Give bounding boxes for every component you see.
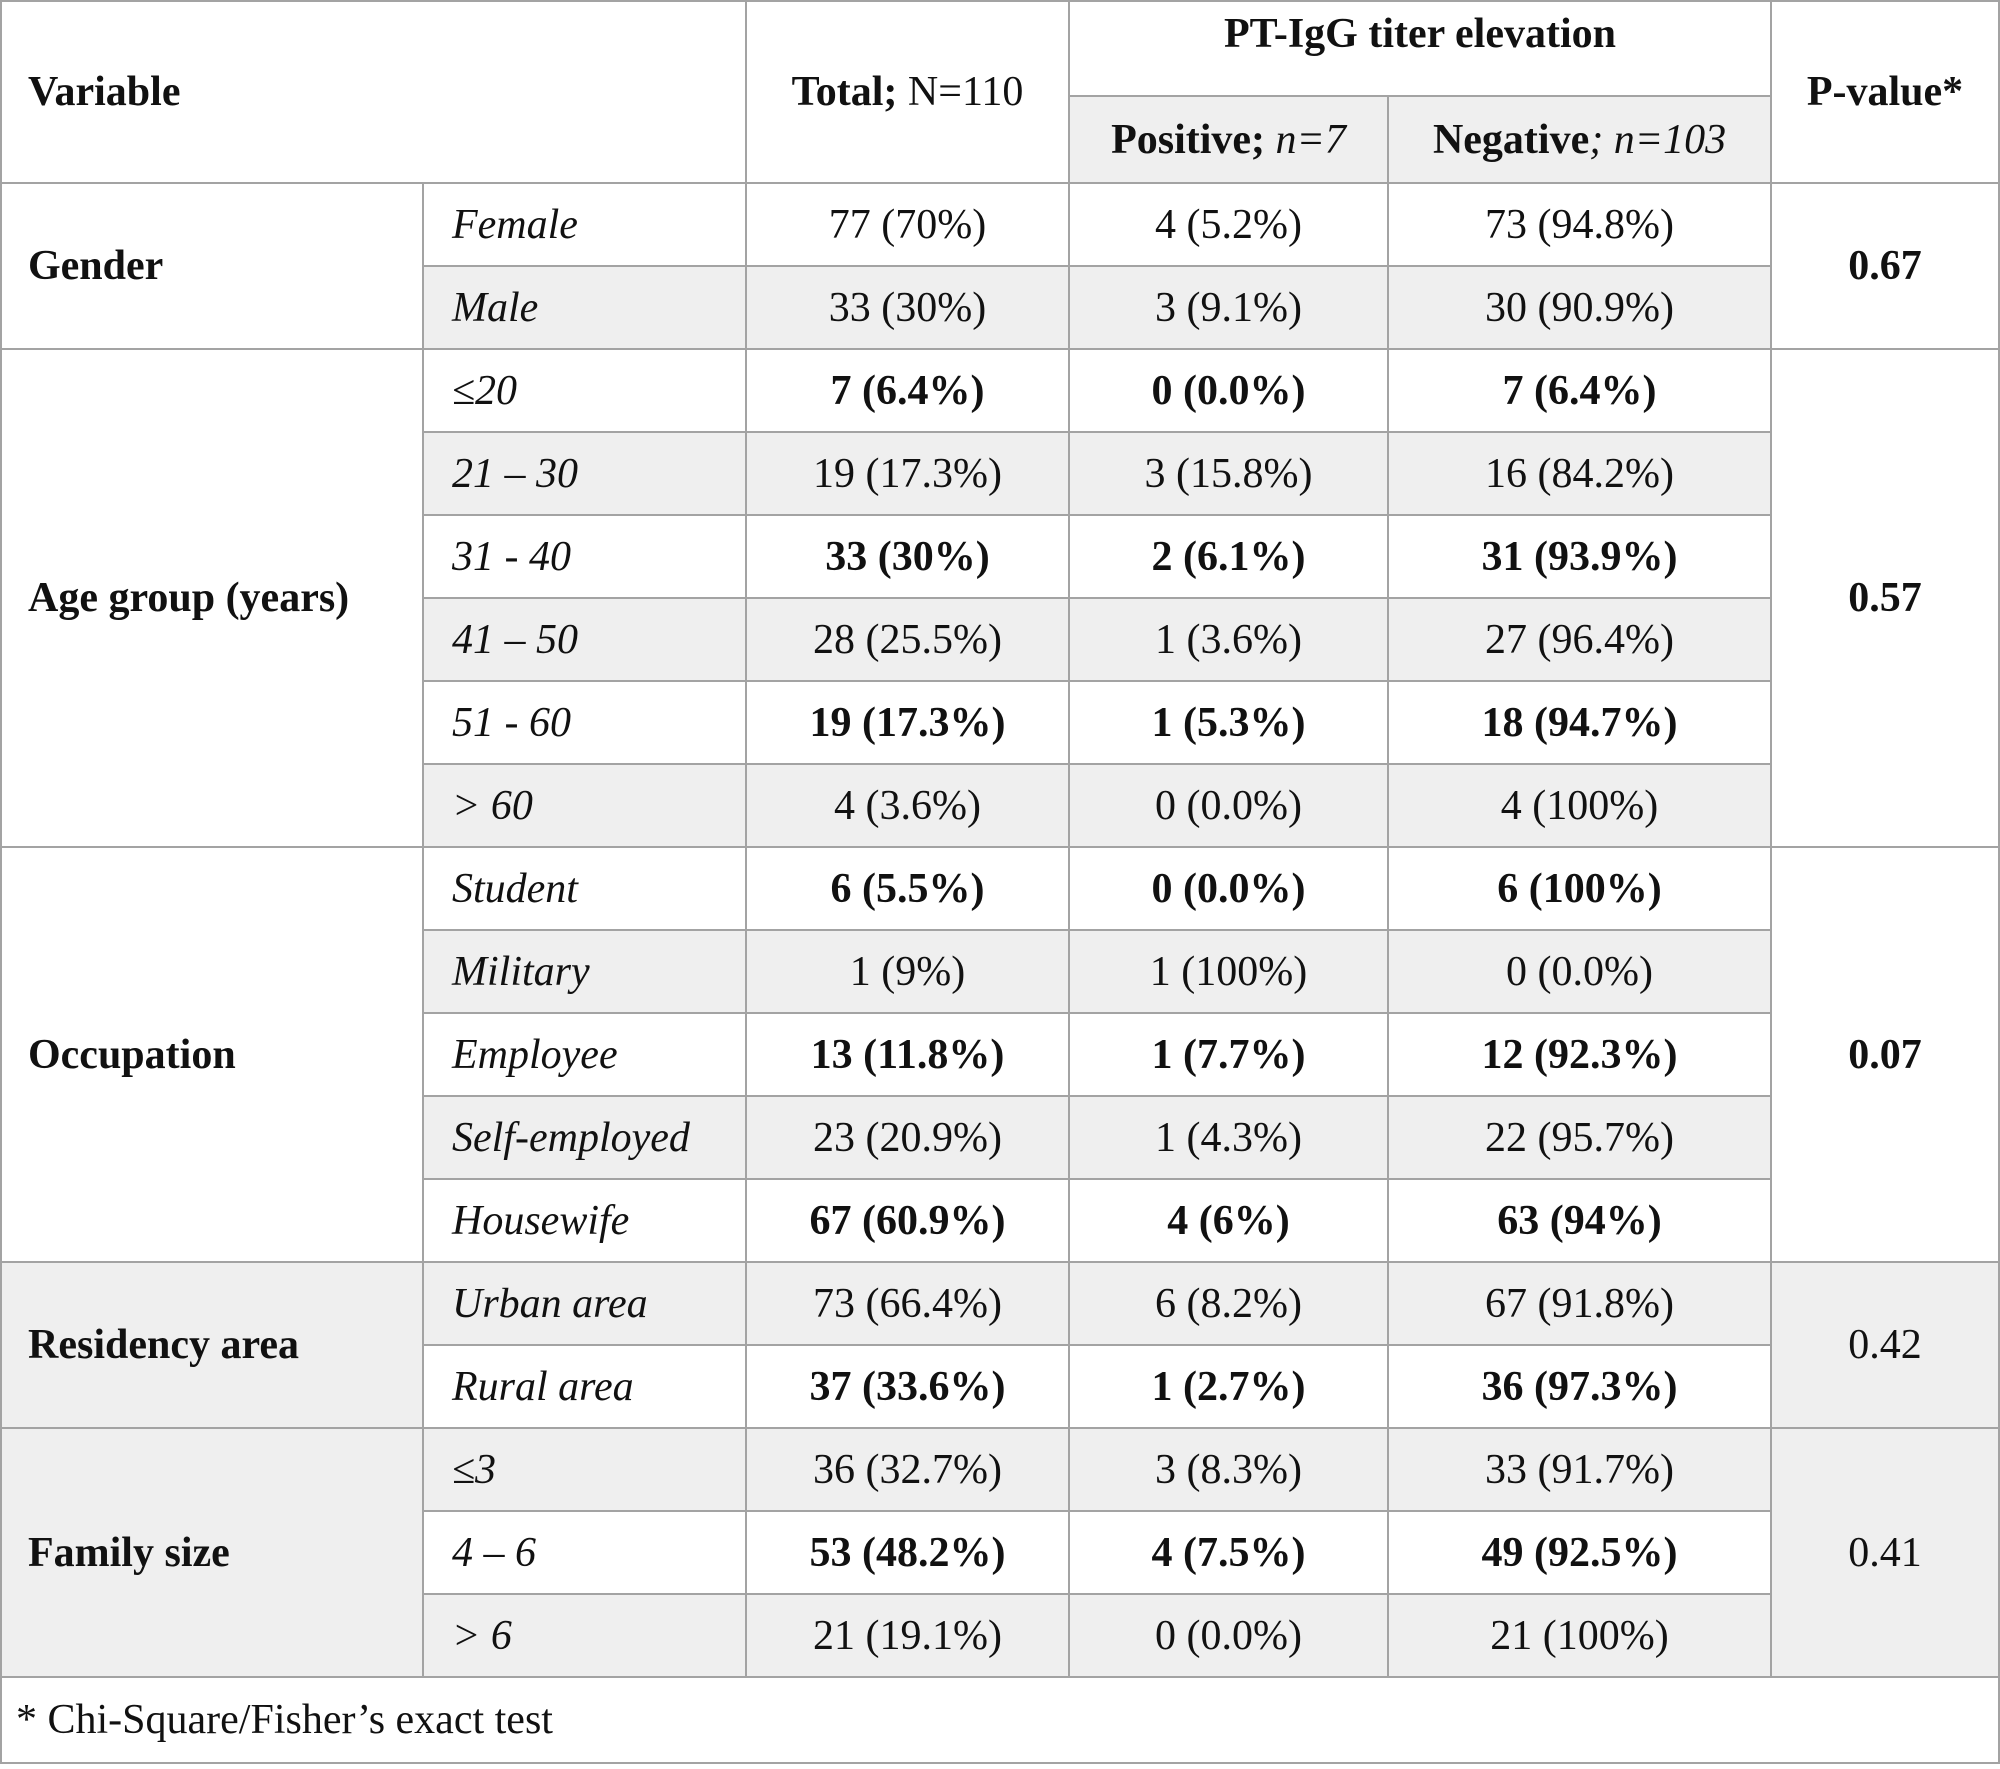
cell-positive: 3 (8.3%)	[1069, 1428, 1388, 1511]
group-label-gender: Gender	[1, 183, 423, 349]
cell-positive: 0 (0.0%)	[1069, 1594, 1388, 1677]
cell-positive: 6 (8.2%)	[1069, 1262, 1388, 1345]
header-group: PT-IgG titer elevation	[1069, 1, 1771, 96]
cell-negative: 4 (100%)	[1388, 764, 1771, 847]
row-label: > 6	[423, 1594, 746, 1677]
row-label: 21 – 30	[423, 432, 746, 515]
row-label: Self-employed	[423, 1096, 746, 1179]
footnote: * Chi-Square/Fisher’s exact test	[1, 1677, 1999, 1763]
cell-positive: 1 (7.7%)	[1069, 1013, 1388, 1096]
row-label: Housewife	[423, 1179, 746, 1262]
table-row	[1, 847, 1999, 930]
pvalue-occupation: 0.07	[1771, 847, 1999, 1262]
cell-total: 19 (17.3%)	[746, 681, 1069, 764]
cell-negative: 7 (6.4%)	[1388, 349, 1771, 432]
cell-negative: 6 (100%)	[1388, 847, 1771, 930]
header-pvalue: P-value*	[1771, 1, 1999, 183]
cell-positive: 2 (6.1%)	[1069, 515, 1388, 598]
cell-total: 19 (17.3%)	[746, 432, 1069, 515]
row-label: ≤3	[423, 1428, 746, 1511]
header-row-1	[1, 1, 1999, 96]
row-label: Female	[423, 183, 746, 266]
row-label: 31 - 40	[423, 515, 746, 598]
group-label-occupation: Occupation	[1, 847, 423, 1262]
table-body	[1, 183, 1999, 1763]
cell-total: 13 (11.8%)	[746, 1013, 1069, 1096]
row-label: 41 – 50	[423, 598, 746, 681]
table-row	[1, 349, 1999, 432]
row-label: Rural area	[423, 1345, 746, 1428]
cell-total: 73 (66.4%)	[746, 1262, 1069, 1345]
cell-positive: 1 (3.6%)	[1069, 598, 1388, 681]
cell-positive: 1 (5.3%)	[1069, 681, 1388, 764]
row-label: 51 - 60	[423, 681, 746, 764]
header-positive-bold: Positive;	[1111, 116, 1266, 163]
cell-total: 33 (30%)	[746, 266, 1069, 349]
row-label: Student	[423, 847, 746, 930]
cell-total: 53 (48.2%)	[746, 1511, 1069, 1594]
cell-negative: 12 (92.3%)	[1388, 1013, 1771, 1096]
cell-negative: 67 (91.8%)	[1388, 1262, 1771, 1345]
cell-total: 21 (19.1%)	[746, 1594, 1069, 1677]
cell-total: 4 (3.6%)	[746, 764, 1069, 847]
cell-positive: 0 (0.0%)	[1069, 349, 1388, 432]
cell-total: 7 (6.4%)	[746, 349, 1069, 432]
cell-negative: 0 (0.0%)	[1388, 930, 1771, 1013]
cell-negative: 63 (94%)	[1388, 1179, 1771, 1262]
cell-negative: 18 (94.7%)	[1388, 681, 1771, 764]
cell-negative: 21 (100%)	[1388, 1594, 1771, 1677]
cell-positive: 3 (15.8%)	[1069, 432, 1388, 515]
header-negative	[1388, 96, 1771, 183]
pvalue-family: 0.41	[1771, 1428, 1999, 1677]
header-positive-rest: n=7	[1265, 116, 1346, 163]
row-label: Male	[423, 266, 746, 349]
header-negative-bold: Negative	[1432, 116, 1590, 163]
pvalue-gender: 0.67	[1771, 183, 1999, 349]
group-label-age: Age group (years)	[1, 349, 423, 847]
row-label: Urban area	[423, 1262, 746, 1345]
cell-positive: 4 (6%)	[1069, 1179, 1388, 1262]
row-label: ≤20	[423, 349, 746, 432]
cell-positive: 4 (7.5%)	[1069, 1511, 1388, 1594]
header-total-rest: N=110	[897, 69, 1024, 115]
cell-positive: 0 (0.0%)	[1069, 764, 1388, 847]
cell-negative: 73 (94.8%)	[1388, 183, 1771, 266]
cell-negative: 36 (97.3%)	[1388, 1345, 1771, 1428]
table-row	[1, 183, 1999, 266]
group-label-residency: Residency area	[1, 1262, 423, 1428]
cell-positive: 3 (9.1%)	[1069, 266, 1388, 349]
cell-negative: 33 (91.7%)	[1388, 1428, 1771, 1511]
cell-negative: 49 (92.5%)	[1388, 1511, 1771, 1594]
header-positive	[1069, 96, 1388, 183]
cell-total: 37 (33.6%)	[746, 1345, 1069, 1428]
table-row	[1, 1428, 1999, 1511]
pvalue-residency: 0.42	[1771, 1262, 1999, 1428]
pvalue-age: 0.57	[1771, 349, 1999, 847]
header-total-bold: Total;	[791, 69, 898, 115]
cell-negative: 27 (96.4%)	[1388, 598, 1771, 681]
row-label: > 60	[423, 764, 746, 847]
cell-positive: 1 (2.7%)	[1069, 1345, 1388, 1428]
cell-total: 77 (70%)	[746, 183, 1069, 266]
header-variable: Variable	[1, 1, 746, 183]
row-label: 4 – 6	[423, 1511, 746, 1594]
cell-positive: 4 (5.2%)	[1069, 183, 1388, 266]
footnote-row	[1, 1677, 1999, 1763]
cell-total: 28 (25.5%)	[746, 598, 1069, 681]
row-label: Military	[423, 930, 746, 1013]
cell-negative: 16 (84.2%)	[1388, 432, 1771, 515]
cell-total: 6 (5.5%)	[746, 847, 1069, 930]
cell-negative: 31 (93.9%)	[1388, 515, 1771, 598]
cell-positive: 1 (4.3%)	[1069, 1096, 1388, 1179]
header-total	[746, 1, 1069, 183]
cell-total: 1 (9%)	[746, 930, 1069, 1013]
cell-total: 33 (30%)	[746, 515, 1069, 598]
group-label-family: Family size	[1, 1428, 423, 1677]
cell-negative: 30 (90.9%)	[1388, 266, 1771, 349]
cell-negative: 22 (95.7%)	[1388, 1096, 1771, 1179]
row-label: Employee	[423, 1013, 746, 1096]
cell-total: 67 (60.9%)	[746, 1179, 1069, 1262]
cell-total: 36 (32.7%)	[746, 1428, 1069, 1511]
cell-total: 23 (20.9%)	[746, 1096, 1069, 1179]
header-negative-rest: ; n=103	[1589, 116, 1727, 163]
table-row	[1, 1262, 1999, 1345]
cell-positive: 1 (100%)	[1069, 930, 1388, 1013]
cell-positive: 0 (0.0%)	[1069, 847, 1388, 930]
